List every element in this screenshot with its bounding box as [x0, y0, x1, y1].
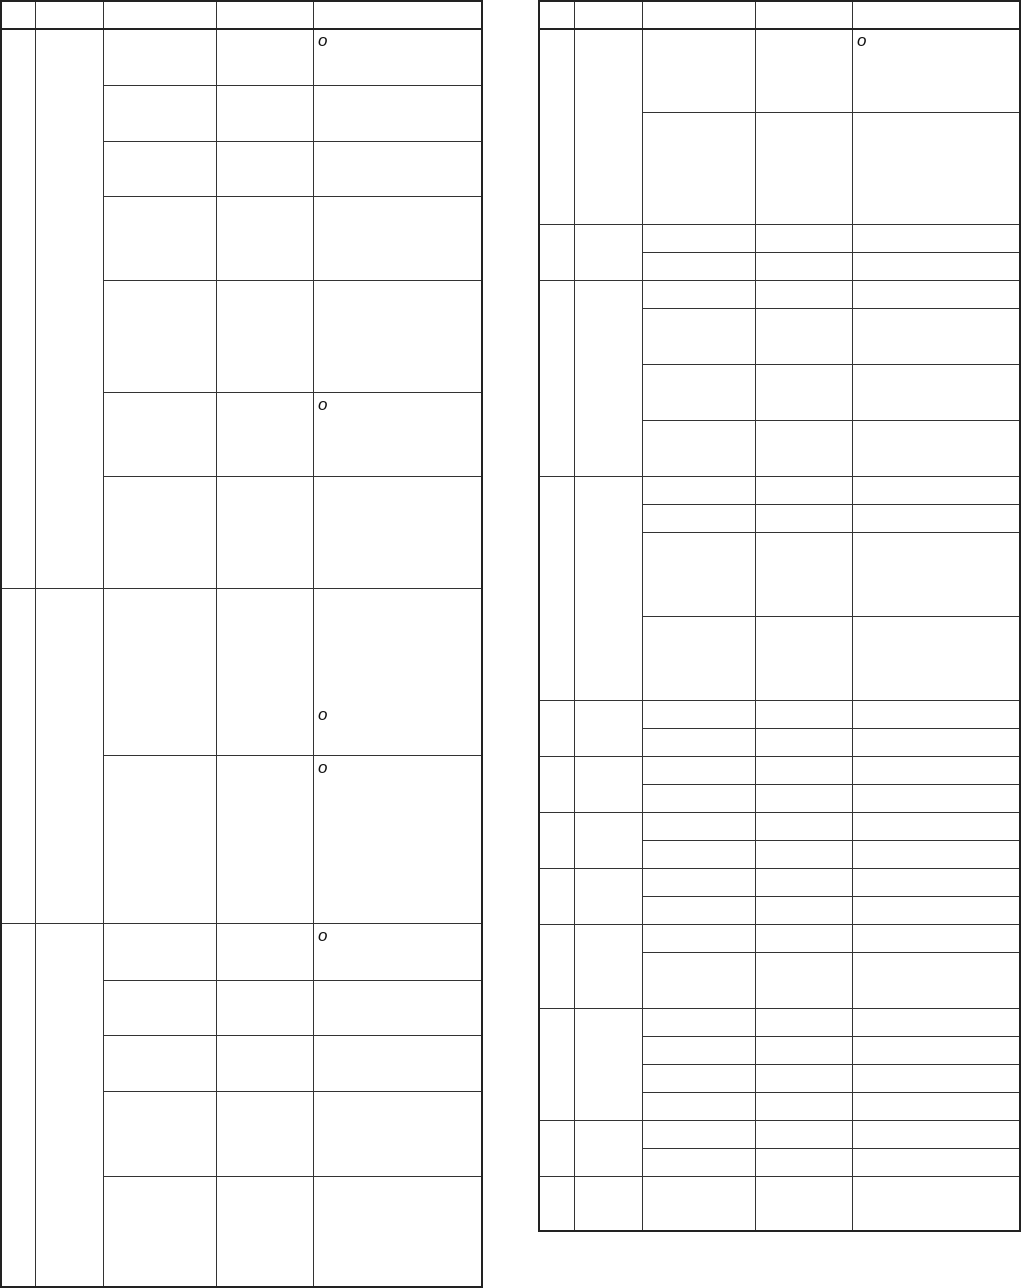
row-divider [103, 141, 481, 142]
row-divider [642, 532, 1019, 533]
row-divider [642, 952, 1019, 953]
header-row-divider [2, 28, 481, 30]
row-divider [103, 1035, 481, 1036]
group-divider [540, 476, 1019, 477]
row-divider [103, 476, 481, 477]
group-divider [2, 588, 481, 589]
row-divider [642, 420, 1019, 421]
row-divider [642, 1092, 1019, 1093]
cell-mark: o [318, 926, 328, 945]
row-divider [642, 1148, 1019, 1149]
group-divider [540, 1008, 1019, 1009]
row-divider [642, 728, 1019, 729]
row-divider [642, 308, 1019, 309]
row-divider [642, 1036, 1019, 1037]
left-table [0, 0, 483, 1288]
group-divider [540, 756, 1019, 757]
row-divider [642, 616, 1019, 617]
cell-mark: o [857, 31, 867, 50]
right-table [538, 0, 1021, 1232]
cell-mark: o [318, 31, 328, 50]
row-divider [642, 840, 1019, 841]
group-divider [540, 1120, 1019, 1121]
row-divider [642, 784, 1019, 785]
row-divider [103, 755, 481, 756]
group-divider [540, 280, 1019, 281]
row-divider [103, 392, 481, 393]
group-divider [540, 224, 1019, 225]
row-divider [103, 1176, 481, 1177]
row-divider [642, 896, 1019, 897]
row-divider [103, 85, 481, 86]
row-divider [642, 504, 1019, 505]
cell-mark: o [318, 758, 328, 777]
group-divider [540, 924, 1019, 925]
row-divider [642, 252, 1019, 253]
row-divider [103, 980, 481, 981]
cell-mark: o [318, 395, 328, 414]
group-divider [2, 923, 481, 924]
group-divider [540, 1176, 1019, 1177]
row-divider [103, 280, 481, 281]
cell-mark: o [318, 705, 328, 724]
row-divider [103, 1091, 481, 1092]
column-divider [35, 2, 36, 1286]
column-divider [313, 2, 314, 1286]
group-divider [540, 868, 1019, 869]
column-divider [216, 2, 217, 1286]
column-divider [574, 2, 575, 1230]
row-divider [642, 1064, 1019, 1065]
row-divider [103, 196, 481, 197]
header-row-divider [540, 28, 1019, 30]
row-divider [642, 112, 1019, 113]
column-divider [103, 2, 104, 1286]
group-divider [540, 812, 1019, 813]
row-divider [642, 364, 1019, 365]
group-divider [540, 700, 1019, 701]
